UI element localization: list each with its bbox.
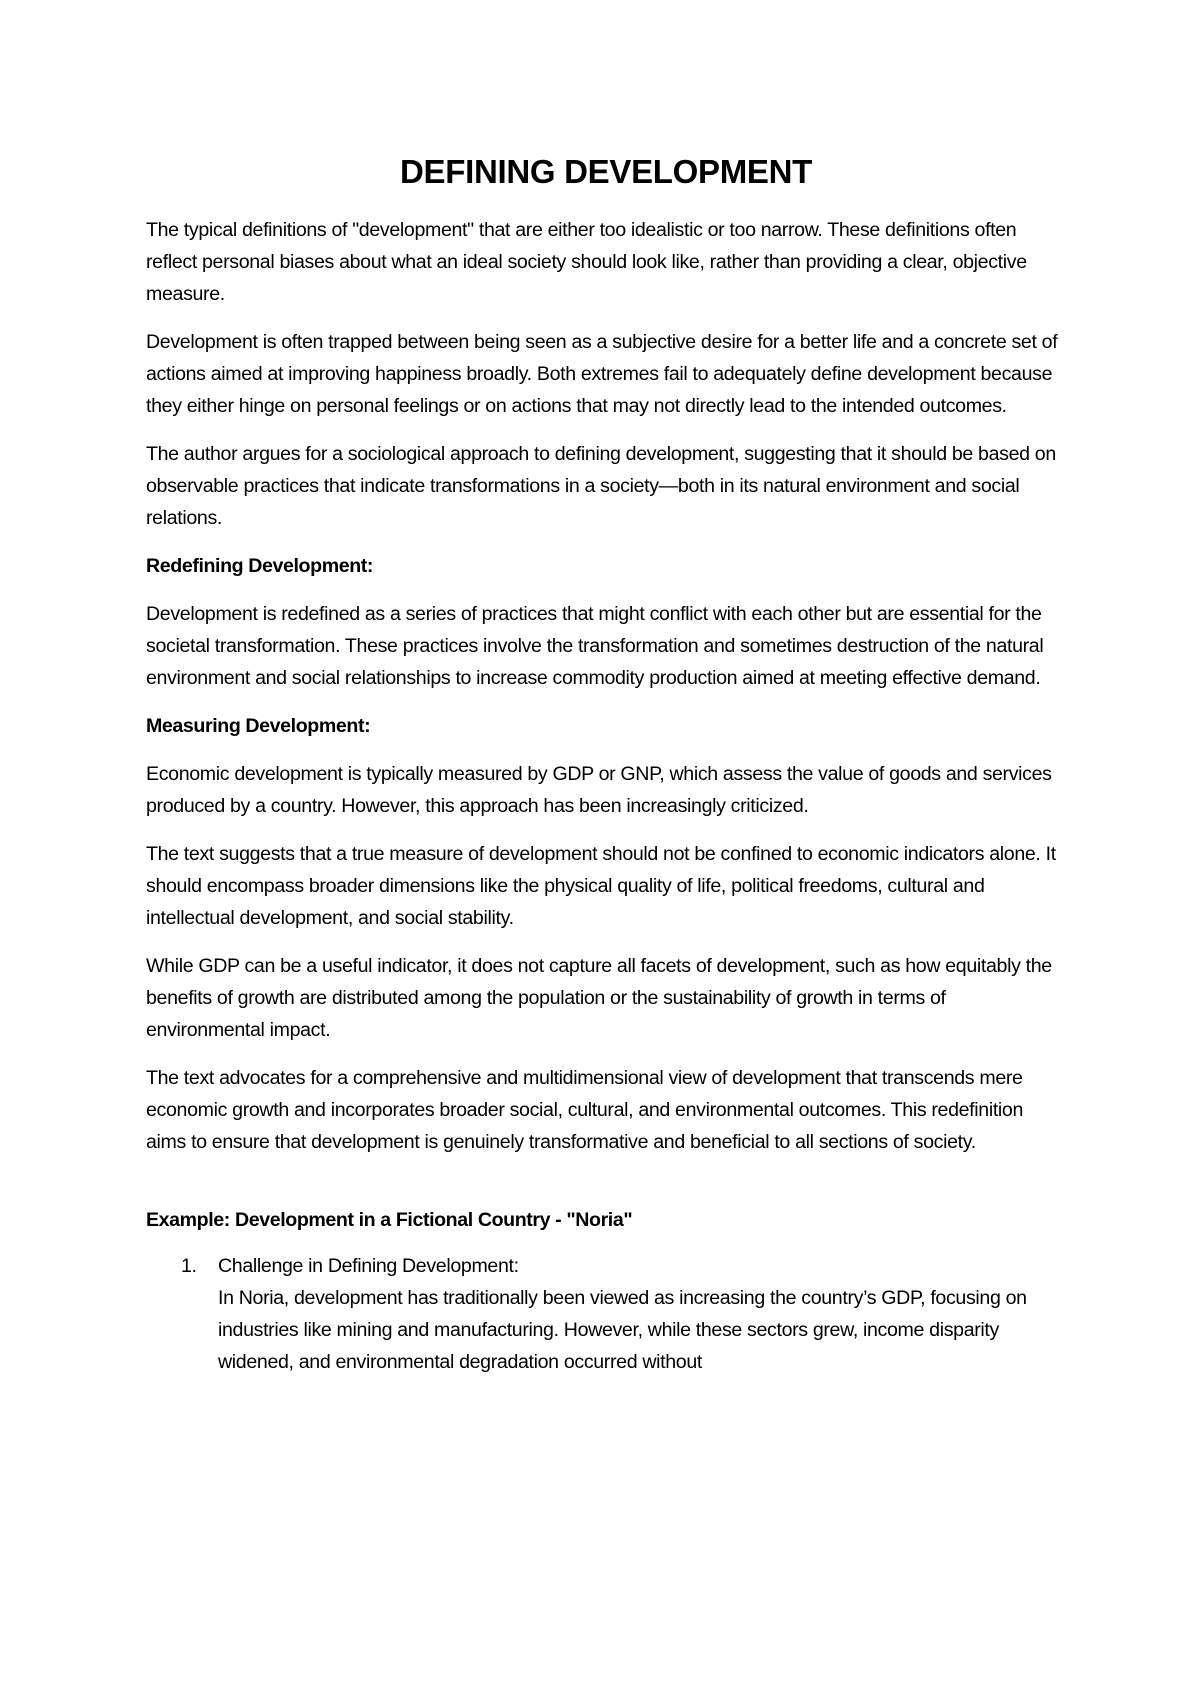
- list-item-number: 1.: [181, 1255, 197, 1277]
- redefining-paragraph-1: Development is redefined as a series of practices that might conflict with each other but are essential for the societal transformation. These practices involve the transformation and sometimes destruction of the natural environment and social relationships to increase commodity production aimed at meeting effective demand.: [146, 603, 1044, 689]
- document-body: [146, 214, 1066, 1378]
- measuring-paragraph-4: The text advocates for a comprehensive and multidimensional view of development that transcends mere economic growth and incorporates broader social, cultural, and environmental outcomes. This redefinition aims to ensure that development is genuinely transformative and beneficial to all sections of society.: [146, 1067, 1024, 1153]
- intro-paragraph-1: The typical definitions of "development" that are either too idealistic or too narrow. These definitions often reflect personal biases about what an ideal society should look like, rather than providing a clear, objective measure.: [146, 219, 1027, 305]
- intro-paragraph-2: Development is often trapped between being seen as a subjective desire for a better life and a concrete set of actions aimed at improving happiness broadly. Both extremes fail to adequately define development because they either hinge on personal feelings or on actions that may not directly lead to the intended outcomes.: [146, 331, 1058, 417]
- measuring-paragraph-1: Economic development is typically measured by GDP or GNP, which assess the value of goods and services produced by a country. However, this approach has been increasingly criticized.: [146, 763, 1052, 817]
- measuring-paragraph-3: While GDP can be a useful indicator, it does not capture all facets of development, such as how equitably the benefits of growth are distributed among the population or the sustainability of growth in terms of environmental impact.: [146, 955, 1052, 1041]
- redefining-heading: Redefining Development:: [146, 555, 374, 577]
- example-list: [146, 1250, 1066, 1378]
- measuring-heading: Measuring Development:: [146, 715, 371, 737]
- intro-paragraph-3: The author argues for a sociological approach to defining development, suggesting that it should be based on observable practices that indicate transformations in a society—both in its natural environment and social relations.: [146, 443, 1056, 529]
- list-item-text: In Noria, development has traditionally been viewed as increasing the country’s GDP, focusing on industries like mining and manufacturing. However, while these sectors grew, income disparity widened, and environmental degradation occurred without: [218, 1287, 1027, 1373]
- example-heading: Example: Development in a Fictional Country - "Noria": [146, 1209, 633, 1231]
- document-title: DEFINING DEVELOPMENT: [399, 153, 813, 190]
- list-item-heading: Challenge in Defining Development:: [218, 1255, 519, 1277]
- measuring-paragraph-2: The text suggests that a true measure of development should not be confined to economic indicators alone. It should encompass broader dimensions like the physical quality of life, political freedoms, cultural and intellectual development, and social stability.: [146, 843, 1056, 929]
- example-list-item: [181, 1250, 1066, 1378]
